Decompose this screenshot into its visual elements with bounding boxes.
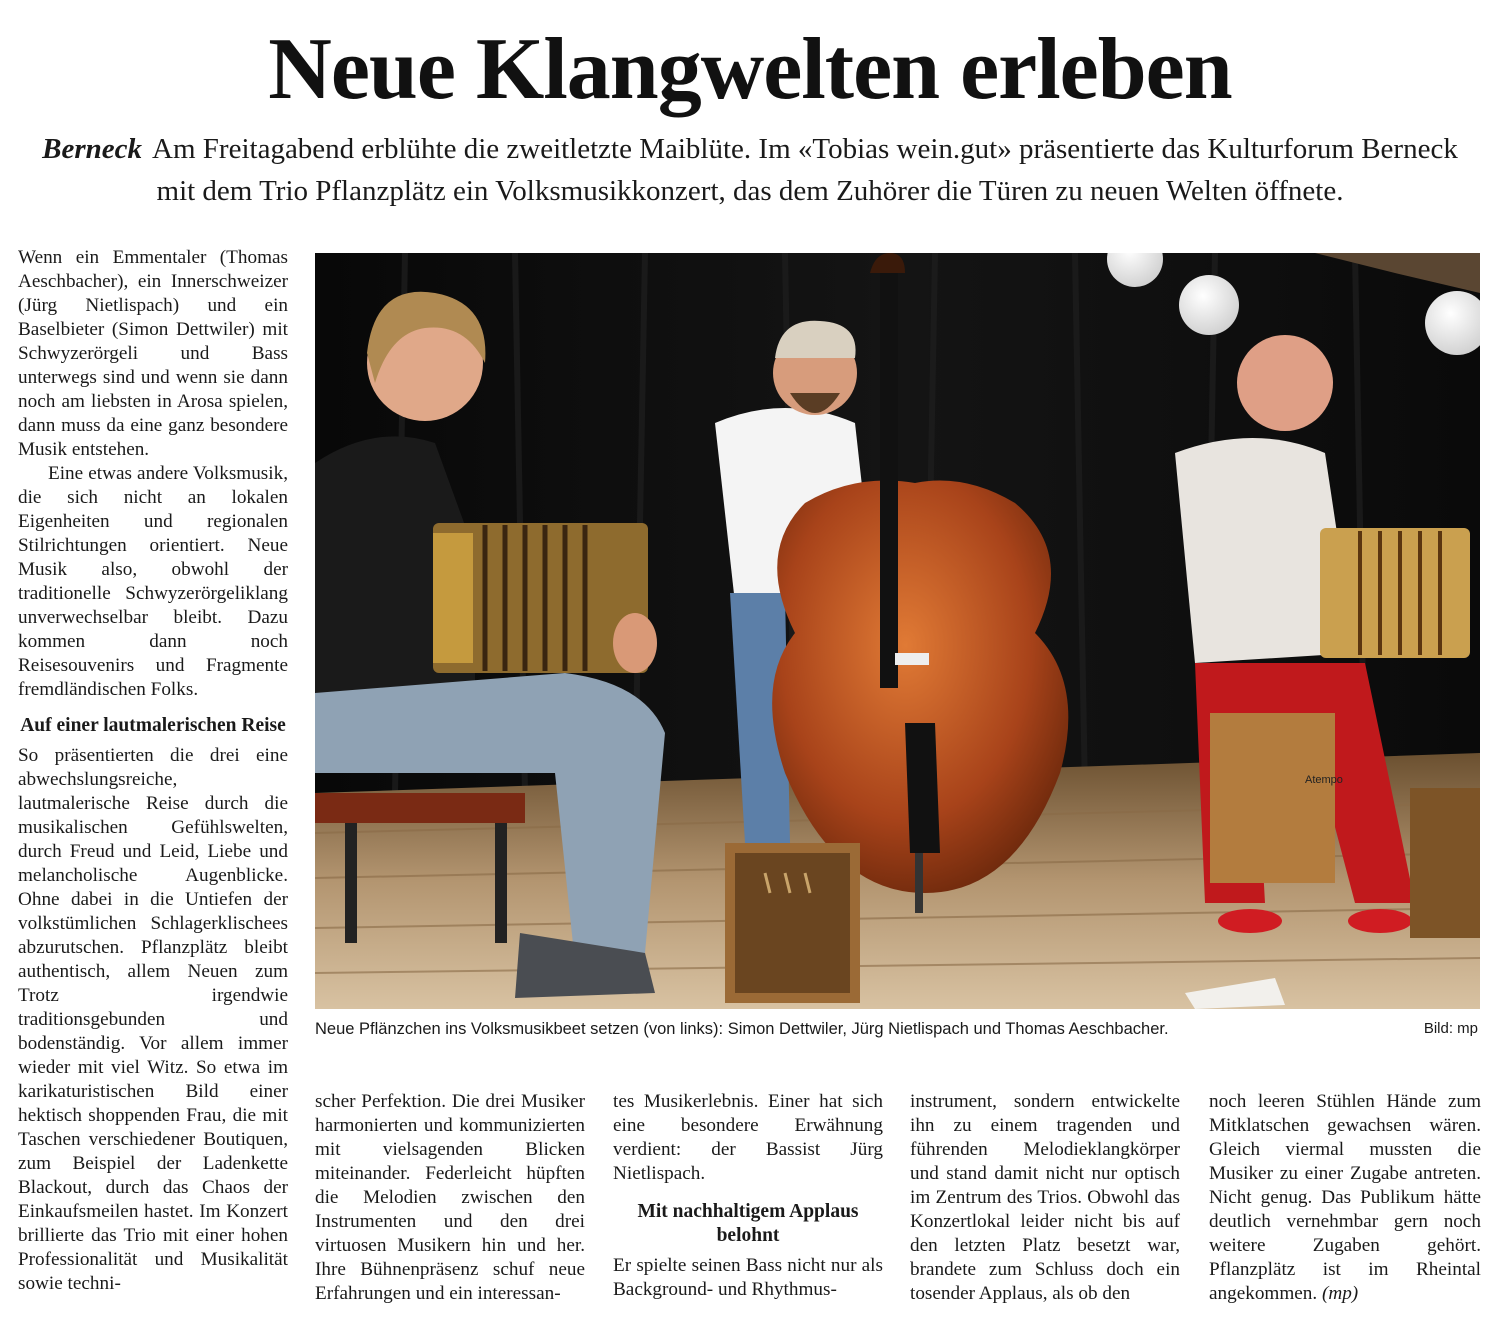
concert-photo-illustration xyxy=(315,253,1480,1009)
body-paragraph: So präsentierten die drei eine abwechslungsreiche, lautmalerische Reise durch die musikalischen Gefühlswelten, durch Freud und Leid, Liebe und melancholische Augenblicke. Ohne dabei in die Untiefen der volkstümlichen Schlagerklischees abzurutschen. Pflanzplätz bleibt authentisch, allem Neuen zum Trotz irgendwie traditionsgebunden und bodenständig. Vor allem immer wieder mit viel Witz. So etwa im karikaturistischen Bild einer hektisch shoppenden Frau, die mit Taschen verschiedener Boutiquen, zum Beispiel der Ladenkette Blackout, durch das Chaos der Einkaufsmeilen hastet. Im Konzert brillierte das Trio mit einer hohen Professionalität und Musikalität sowie techni- xyxy=(18,745,288,1294)
headline: Neue Klangwelten erleben xyxy=(268,21,1232,118)
photo-caption xyxy=(315,1017,1480,1041)
body-paragraph: Er spielte seinen Bass nicht nur als Background- und Rhythmus- xyxy=(613,1255,883,1300)
lead-paragraph xyxy=(20,128,1480,212)
article-column-2 xyxy=(315,1090,585,1306)
article-column-3 xyxy=(613,1090,883,1302)
cajon-label: Atempo xyxy=(1305,774,1343,786)
body-paragraph: Wenn ein Emmentaler (Thomas Aeschbacher), ein Innerschweizer (Jürg Nietlispach) und ein Baselbieter (Simon Dettwiler) mit Schwyzerörgeli und Bass unterwegs sind und wenn sie dann noch am liebsten in Arosa spielen, dann muss da eine ganz besondere Musik entstehen. xyxy=(18,247,288,460)
concert-photo xyxy=(315,253,1480,1009)
caption-text: Neue Pflänzchen ins Volksmusikbeet setzen (von links): Simon Dettwiler, Jürg Nietlispach und Thomas Aeschbacher. xyxy=(315,1020,1169,1038)
subheading: Mit nachhaltigem Applaus belohnt xyxy=(637,1201,859,1246)
body-paragraph: tes Musikerlebnis. Einer hat sich eine besondere Erwähnung verdient: der Bassist Jürg Nietlispach. xyxy=(613,1091,883,1184)
article-column-4 xyxy=(910,1090,1180,1306)
subheading: Auf einer lautmalerischen Reise xyxy=(20,715,286,736)
closing-text: noch leeren Stühlen Hände zum Mitklatschen gewachsen wären. Gleich viermal mussten die Musiker zu einer Zugabe antreten. Nicht genug. Das Publikum hätte deutlich vernehmbar gern noch weitere Zugaben gehört. Pflanzplätz ist im Rheintal angekommen. xyxy=(1209,1091,1481,1304)
article-column-1 xyxy=(18,246,288,1296)
dateline-place: Berneck xyxy=(42,133,143,165)
author-signature: (mp) xyxy=(1321,1283,1359,1304)
lead-text: Am Freitagabend erblühte die zweitletzte Maiblüte. Im «Tobias wein.gut» präsentierte das Kulturforum Berneck mit dem Trio Pflanzplätz ein Volksmusikkonzert, das dem Zuhörer die Türen zu neuen Welten öffnete. xyxy=(152,133,1458,207)
body-paragraph: Eine etwas andere Volksmusik, die sich nicht an lokalen Eigenheiten und regionalen Stilrichtungen orientiert. Neue Musik also, obwohl der traditionelle Schwyzerörgeliklang unverwechselbar bleibt. Dazu kommen dann noch Reisesouvenirs und Fragmente fremdländischen Folks. xyxy=(18,463,288,700)
body-paragraph: scher Perfektion. Die drei Musiker harmonierten und kommunizierten mit vielsagenden Blicken miteinander. Federleicht hüpften die Melodien zwischen den Instrumenten und den drei virtuosen Musikern hin und her. Ihre Bühnenpräsenz schuf neue Erfahrungen und ein interessan- xyxy=(315,1091,585,1304)
photo-credit: Bild: mp xyxy=(1423,1020,1478,1037)
article-column-5 xyxy=(1209,1090,1481,1306)
body-paragraph: instrument, sondern entwickelte ihn zu einem tragenden und führenden Melodieklangkörper und stand damit nicht nur optisch im Zentrum des Trios. Obwohl das Konzertlokal leider nicht bis auf den letzten Platz besetzt war, brandete zum Schluss doch ein tosender Applaus, als ob den xyxy=(910,1091,1180,1304)
body-paragraph xyxy=(1209,1090,1481,1306)
